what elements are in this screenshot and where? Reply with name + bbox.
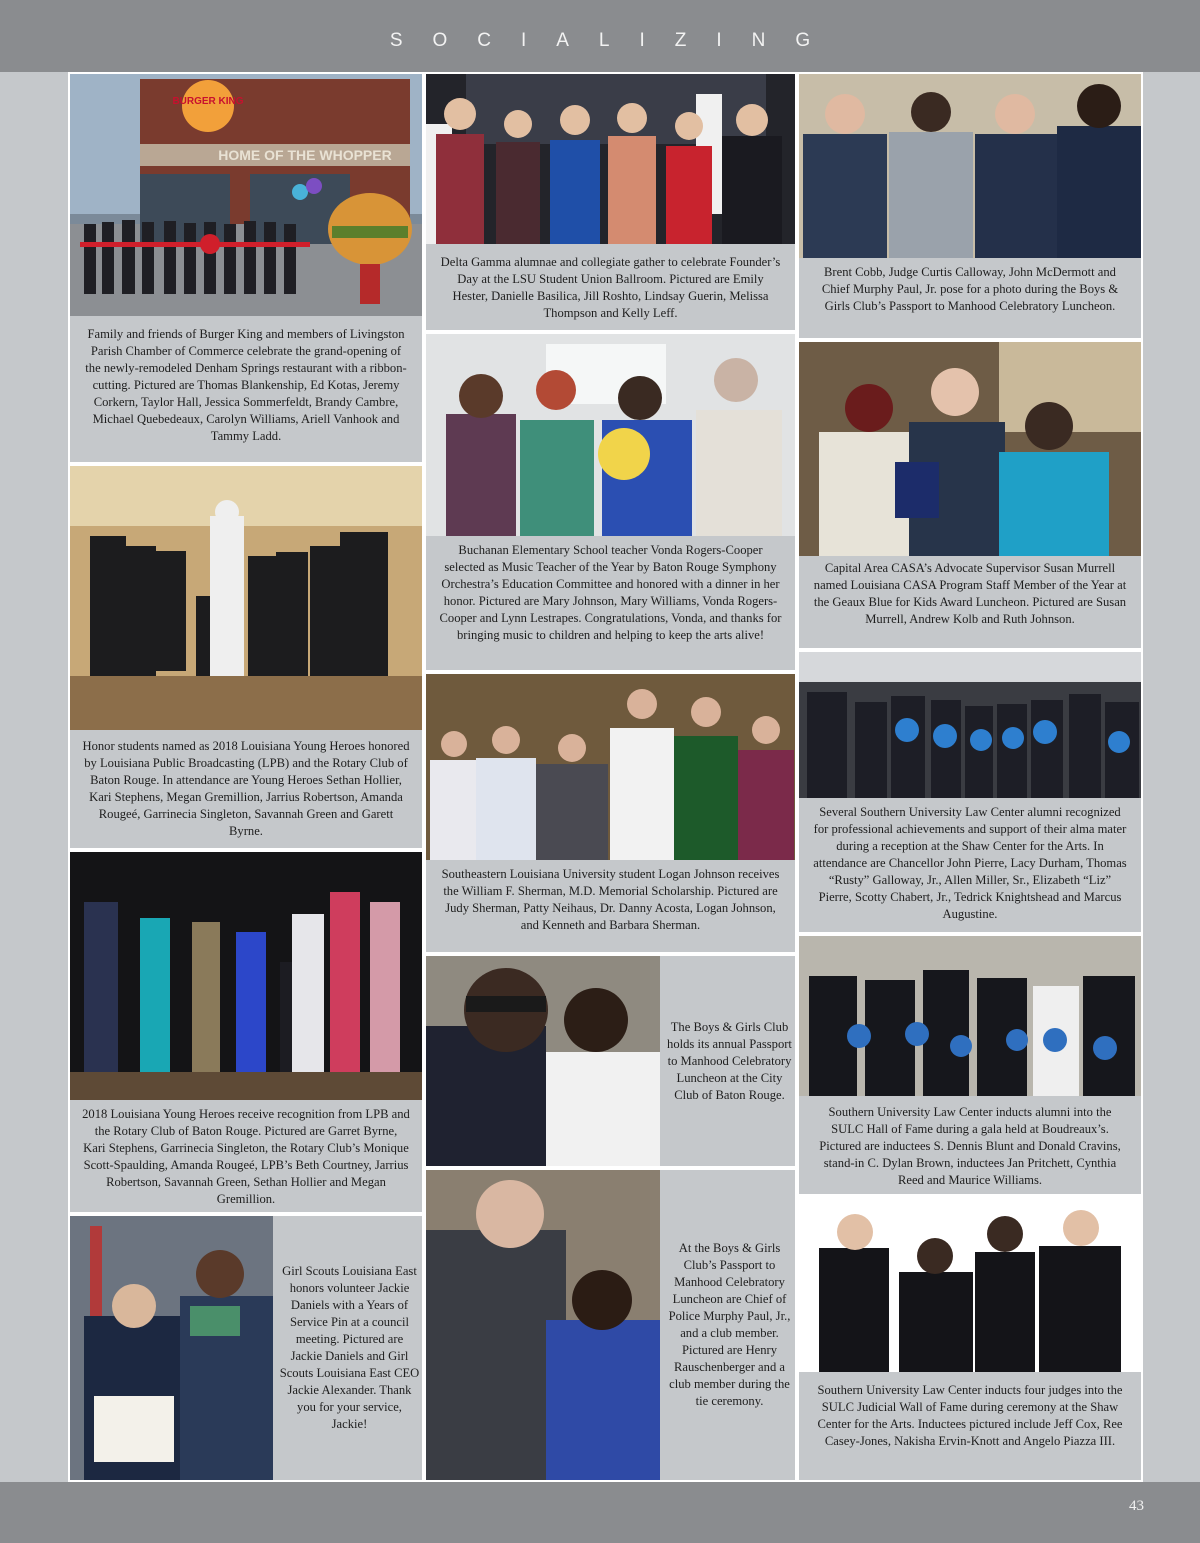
photo-sulc-alumni (799, 652, 1141, 798)
photo-girl-scouts-art (70, 1216, 273, 1482)
photo-young-heroes-honor (70, 466, 422, 730)
photo-buchanan (426, 334, 795, 536)
story-young-heroes-honor (68, 464, 424, 850)
column-right (797, 72, 1143, 1482)
photo-casa-art (799, 342, 1141, 556)
story-buchanan (424, 332, 797, 672)
photo-boys-club-chief (426, 1170, 660, 1482)
caption-sulc-judges: Southern University Law Center inducts four judges into the SULC Judicial Wall of Fame during ceremony at the Shaw Center for the Arts. Inductees pictured include Jeff Cox, Ree Casey-Jones, Nakisha Ervin-Knott and Angelo Piazza III. (817, 1383, 1123, 1448)
photo-page (68, 72, 1143, 1482)
story-sulc-alumni (797, 650, 1143, 934)
story-sulc-judges (797, 1196, 1143, 1482)
story-boys-club-holds (424, 954, 797, 1168)
photo-girl-scouts (70, 1216, 273, 1482)
photo-sulc-judges-art (799, 1198, 1141, 1372)
photo-young-heroes-recognition (70, 852, 422, 1100)
whopper-sign-text: HOME OF THE WHOPPER (218, 147, 392, 163)
caption-sulc-alumni: Several Southern University Law Center alumni recognized for professional achievements and support of their alma mater during a reception at the Shaw Center for the Arts. In attendance are Chancellor John Pierre, Lacy Durham, Thomas “Rusty” Galloway, Jr., Allen Miller, Sr., Elizabeth “Liz” Pierre, Scotty Chabert, Jr., Tedrick Knightshead and Marcus Augustine. (813, 805, 1127, 921)
caption-delta-gamma: Delta Gamma alumnae and collegiate gather to celebrate Founder’s Day at the LSU Student Union Ballroom. Pictured are Emily Hester, Danielle Basilica, Jill Roshto, Lindsay Guerin, Melissa Thompson and Kelly Leff. (440, 255, 781, 320)
caption-southeastern: Southeastern Louisiana University student Logan Johnson receives the William F. Sherman, M.D. Memorial Scholarship. Pictured are Judy Sherman, Patty Neihaus, Dr. Danny Acosta, Logan Johnson, and Kenneth and Barbara Sherman. (441, 867, 780, 932)
caption-girl-scouts: Girl Scouts Louisiana East honors volunteer Jackie Daniels with a Years of Service Pin at a council meeting. Pictured are Jackie Daniels and Girl Scouts Louisiana East CEO Jackie Alexander. Thank you for your service, Jackie! (279, 1264, 420, 1431)
photo-southeastern-art (426, 674, 795, 860)
story-boys-club-chief (424, 1168, 797, 1482)
burger-king-logo-text: BURGER KING (172, 96, 244, 107)
story-brent-cobb (797, 72, 1143, 340)
photo-brent-cobb (799, 74, 1141, 258)
photo-buchanan-art (426, 334, 795, 536)
caption-brent-cobb: Brent Cobb, Judge Curtis Calloway, John McDermott and Chief Murphy Paul, Jr. pose for a photo during the Boys & Girls Club’s Passport to Manhood Celebratory Luncheon. (821, 265, 1119, 313)
column-middle (424, 72, 797, 1482)
photo-sulc-hall-of-fame (799, 936, 1141, 1096)
photo-young-heroes-honor-art (70, 466, 422, 730)
photo-casa (799, 342, 1141, 556)
photo-delta-gamma-art (426, 74, 795, 244)
caption-buchanan: Buchanan Elementary School teacher Vonda Rogers-Cooper selected as Music Teacher of the Year by Baton Rouge Symphony Orchestra’s Education Committee and honored with a dinner in her honor. Pictured are Mary Johnson, Mary Williams, Vonda Rogers-Cooper and Lynn Lestrapes. Congratulations, Vonda, and thanks for bringing music to children and helping to keep the arts alive! (439, 543, 782, 642)
photo-boys-club-holds-art (426, 956, 660, 1168)
column-left (68, 72, 424, 1482)
photo-delta-gamma (426, 74, 795, 244)
photo-burger-king (70, 74, 422, 316)
photo-southeastern (426, 674, 795, 860)
photo-burger-king-art (70, 74, 422, 316)
story-young-heroes-recognition (68, 850, 424, 1214)
story-burger-king (68, 72, 424, 464)
footer-band (0, 1482, 1200, 1543)
photo-young-heroes-recognition-art (70, 852, 422, 1100)
photo-sulc-judges (799, 1198, 1141, 1372)
section-title: SOCIALIZING (389, 30, 841, 51)
page-number: 43 (1129, 1498, 1144, 1514)
caption-boys-club-holds: The Boys & Girls Club holds its annual Passport to Manhood Celebratory Luncheon at the City Club of Baton Rouge. (667, 1019, 792, 1102)
header-band (0, 0, 1200, 72)
photo-boys-club-chief-art (426, 1170, 660, 1482)
caption-young-heroes-honor: Honor students named as 2018 Louisiana Young Heroes honored by Louisiana Public Broadcasting (LPB) and the Rotary Club of Baton Rouge. In attendance are Young Heroes Sethan Hollier, Kari Stephens, Megan Gremillion, Jarrius Robertson, Amanda Rougeé, Garrinecia Singleton, Savannah Green and Garett Byrne. (82, 739, 410, 838)
story-sulc-hall-of-fame (797, 934, 1143, 1196)
story-southeastern (424, 672, 797, 954)
story-girl-scouts (68, 1214, 424, 1482)
story-casa (797, 340, 1143, 650)
photo-sulc-hall-of-fame-art (799, 936, 1141, 1096)
caption-young-heroes-recognition: 2018 Louisiana Young Heroes receive recognition from LPB and the Rotary Club of Baton Rouge. Pictured are Garret Byrne, Kari Stephens, Garrinecia Singleton, the Rotary Club’s Monique Scott-Spaulding, Amanda Rougeé, LPB’s Beth Courtney, Jarrius Robertson, Savannah Green, Sethan Hollier and Megan Gremillion. (82, 1107, 410, 1206)
caption-burger-king: Family and friends of Burger King and members of Livingston Parish Chamber of Commerce celebrate the grand-opening of the newly-remodeled Denham Springs restaurant with a ribbon-cutting. Pictured are Thomas Blankenship, Ed Kotas, Jeremy Corkern, Taylor Hall, Jessica Sommerfeldt, Brandy Cambre, Michael Quebedeaux, Carolyn Williams, Ariell Vanhook and Tammy Ladd. (85, 327, 407, 443)
story-delta-gamma (424, 72, 797, 332)
photo-brent-cobb-art (799, 74, 1141, 258)
caption-boys-club-chief: At the Boys & Girls Club’s Passport to Manhood Celebratory Luncheon are Chief of Police Murphy Paul, Jr., and a club member. Pictured are Henry Rauschenberger and a club member during the tie ceremony. (668, 1241, 791, 1408)
photo-sulc-alumni-art (799, 652, 1141, 798)
photo-boys-club-holds (426, 956, 660, 1168)
caption-sulc-hall-of-fame: Southern University Law Center inducts alumni into the SULC Hall of Fame during a gala held at Boudreaux’s. Pictured are inductees S. Dennis Blunt and Donald Cravins, stand-in C. Dylan Brown, inductees Jan Pritchett, Cynthia Reed and Maurice Williams. (819, 1105, 1121, 1187)
caption-casa: Capital Area CASA’s Advocate Supervisor Susan Murrell named Louisiana CASA Program Staff Member of the Year at the Geaux Blue for Kids Award Luncheon. Pictured are Susan Murrell, Andrew Kolb and Ruth Johnson. (813, 561, 1127, 626)
